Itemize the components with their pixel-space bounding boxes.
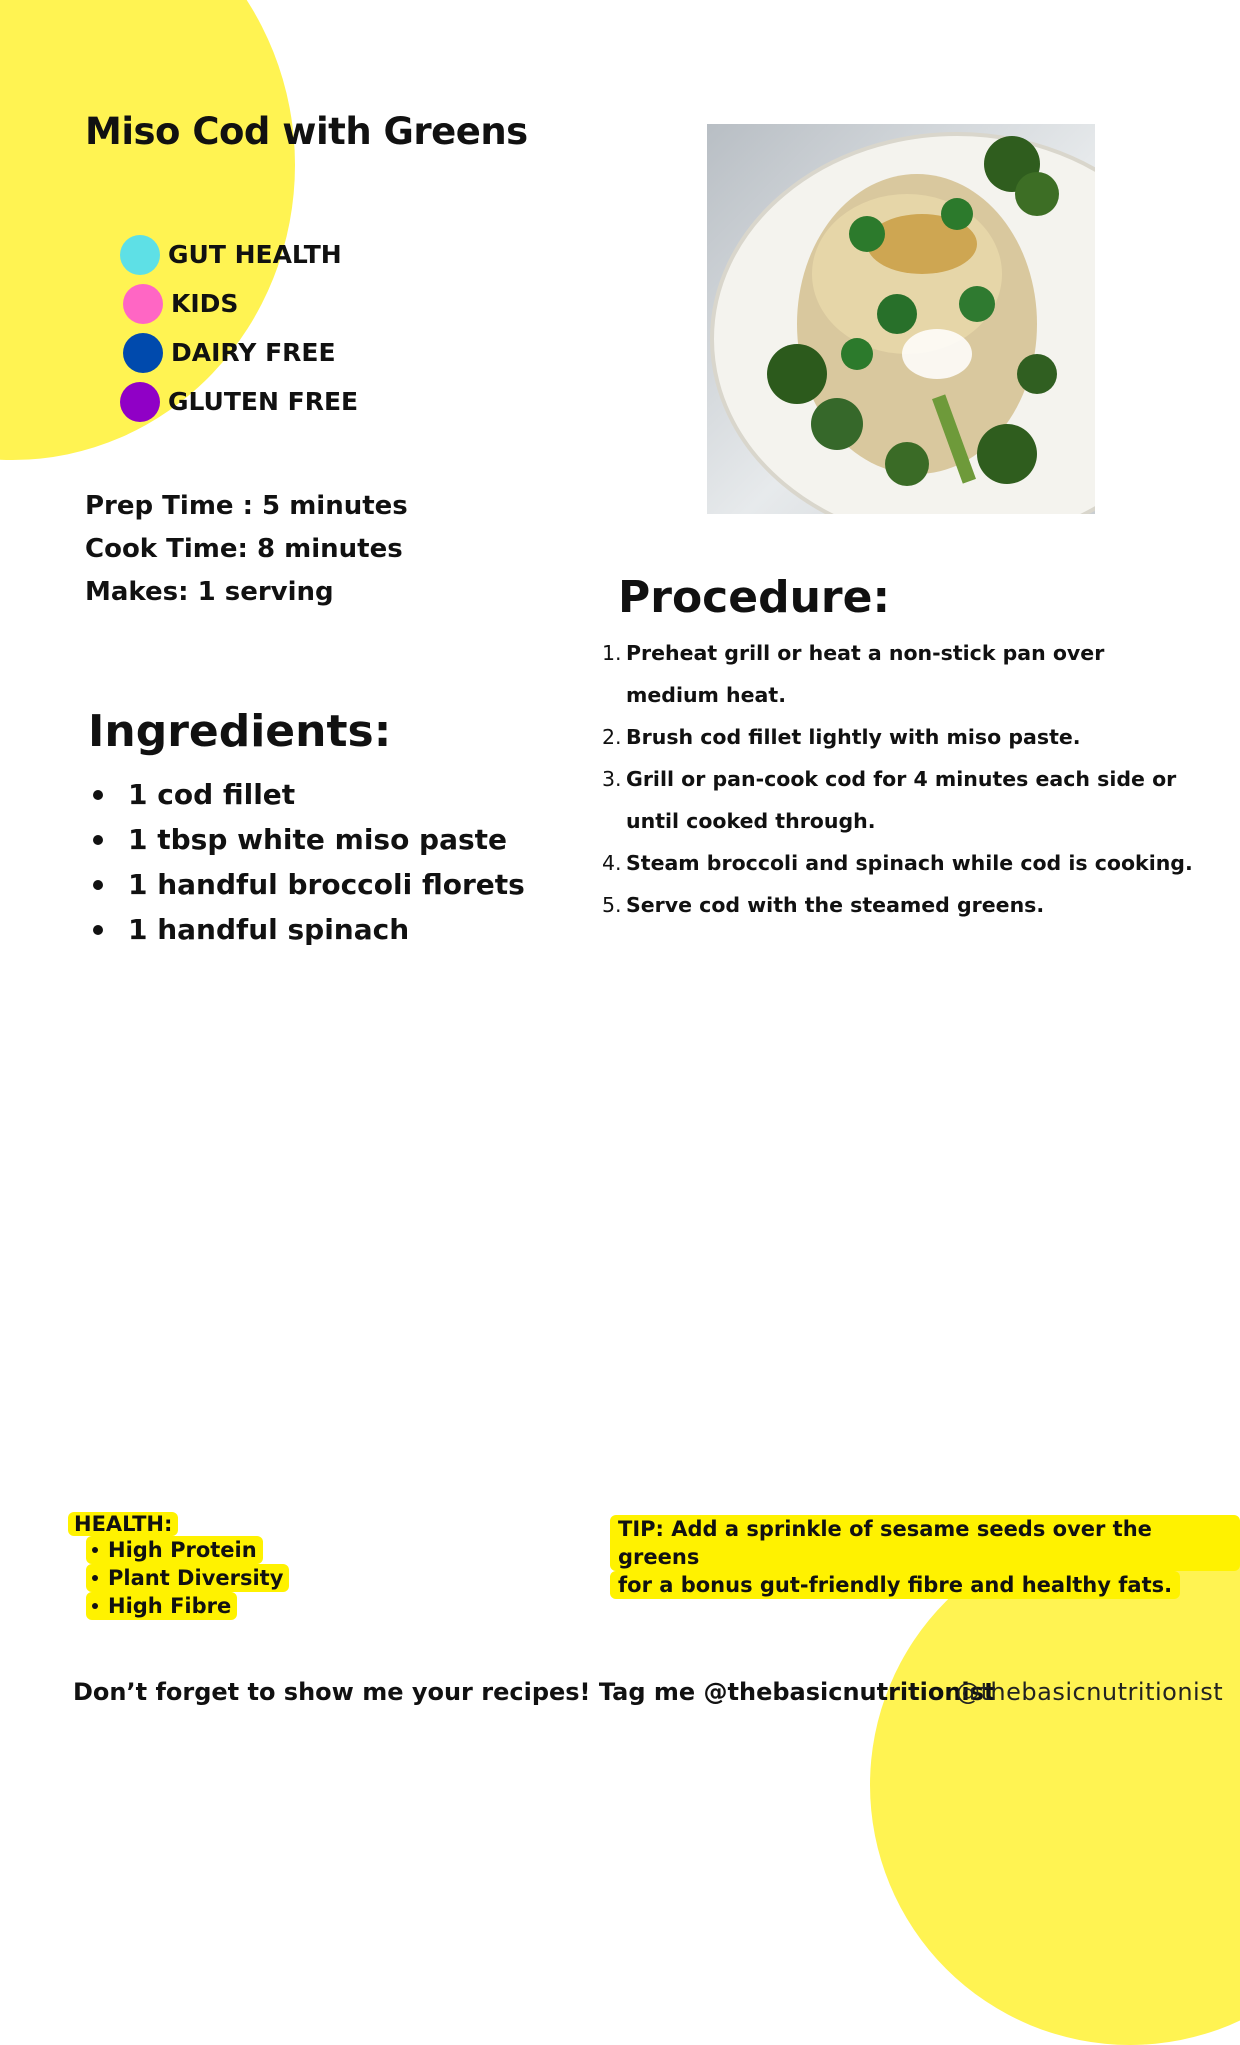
list-item: 1 handful broccoli florets <box>88 862 525 907</box>
tag-label: DAIRY FREE <box>171 338 336 367</box>
recipe-title: Miso Cod with Greens <box>85 110 528 153</box>
tag-gluten-free <box>120 377 358 426</box>
tag-dot-icon <box>120 235 160 275</box>
procedure-step: 3. Grill or pan-cook cod for 4 minutes each side or until cooked through. <box>602 767 1177 833</box>
procedure-heading: Procedure: <box>618 572 891 623</box>
tag-gut-health <box>120 230 358 279</box>
footer-handle[interactable]: @thebasicnutritionist <box>956 1678 1224 1706</box>
dish-photo <box>707 124 1095 514</box>
footer-text: Don’t forget to show me your recipes! Tag me @thebasicnutritionist <box>73 1678 996 1706</box>
health-title: HEALTH: <box>68 1512 178 1536</box>
servings: Makes: 1 serving <box>85 577 334 607</box>
bullet-icon <box>93 880 103 890</box>
bullet-icon <box>92 1575 98 1581</box>
ingredients-list <box>88 772 525 952</box>
dish-illustration <box>707 124 1095 514</box>
bullet-icon <box>92 1547 98 1553</box>
ingredients-heading: Ingredients: <box>88 706 392 757</box>
tag-kids <box>120 279 358 328</box>
tag-dairy-free <box>120 328 358 377</box>
bullet-icon <box>93 835 103 845</box>
tag-label: GLUTEN FREE <box>168 387 359 416</box>
list-item: 1 cod fillet <box>88 772 525 817</box>
tip-line-2: for a bonus gut-friendly fibre and healthy fats. <box>610 1571 1180 1599</box>
dietary-tags <box>120 230 358 426</box>
tag-dot-icon <box>120 382 160 422</box>
tag-dot-icon <box>123 333 163 373</box>
tag-label: GUT HEALTH <box>168 240 342 269</box>
procedure-list <box>602 632 1202 926</box>
list-item: 1 handful spinach <box>88 907 525 952</box>
cook-time: Cook Time: 8 minutes <box>85 534 403 564</box>
bullet-icon <box>93 790 103 800</box>
health-list <box>68 1536 289 1620</box>
procedure-step: 2. Brush cod fillet lightly with miso paste. <box>602 725 1081 749</box>
procedure-step: 5. Serve cod with the steamed greens. <box>602 893 1045 917</box>
decorative-yellow-circle-bottom <box>870 1525 1240 2045</box>
tag-label: KIDS <box>171 289 239 318</box>
recipe-meta <box>85 485 408 614</box>
procedure-step: 1. Preheat grill or heat a non-stick pan over medium heat. <box>602 641 1105 707</box>
tip-line-1: TIP: Add a sprinkle of sesame seeds over the greens <box>610 1515 1240 1571</box>
list-item: High Protein <box>86 1536 289 1564</box>
procedure-step: 4. Steam broccoli and spinach while cod is cooking. <box>602 851 1193 875</box>
prep-time: Prep Time : 5 minutes <box>85 491 408 521</box>
bullet-icon <box>93 925 103 935</box>
health-box <box>68 1512 289 1620</box>
tip-box <box>610 1515 1240 1599</box>
list-item: 1 tbsp white miso paste <box>88 817 525 862</box>
list-item: High Fibre <box>86 1592 289 1620</box>
list-item: Plant Diversity <box>86 1564 289 1592</box>
bullet-icon <box>92 1603 98 1609</box>
tag-dot-icon <box>123 284 163 324</box>
